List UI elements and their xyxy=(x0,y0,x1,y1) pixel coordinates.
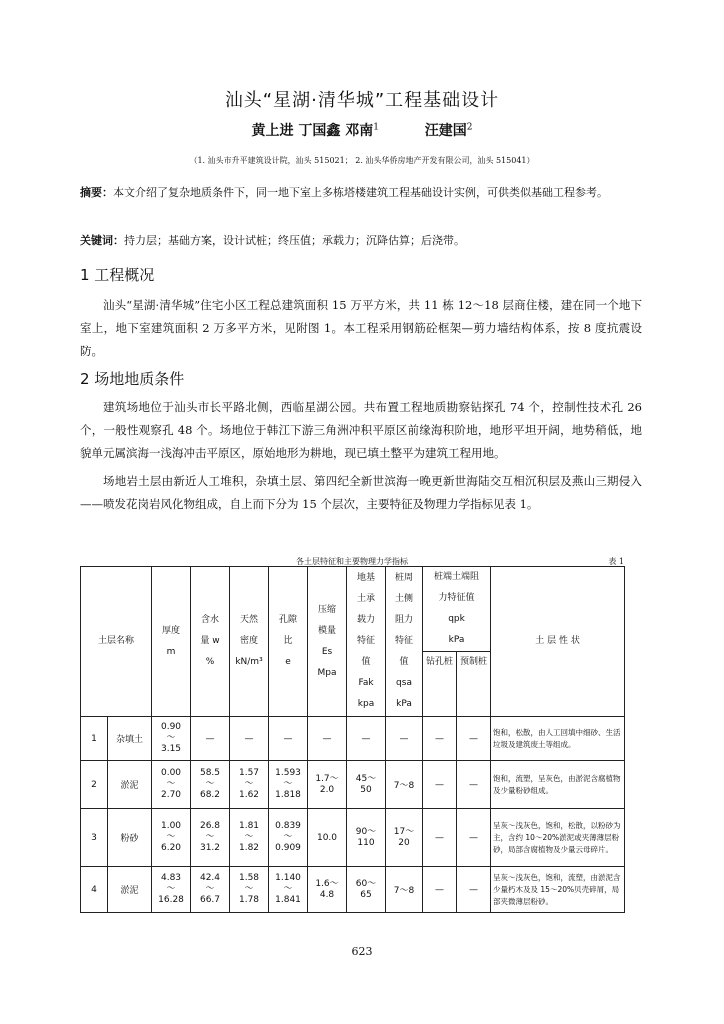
affiliation: （1. 汕头市升平建筑设计院，汕头 515021； 2. 汕头华侨房地产开发有限公司，汕头 515041） xyxy=(189,156,535,165)
row-no: 3 xyxy=(81,809,108,867)
authors-group-2: 汪建国 xyxy=(424,123,467,139)
header-porosity: 孔隙 比 e xyxy=(269,567,308,717)
row-modulus: 1.6～ 4.8 xyxy=(308,867,347,913)
row-porosity: 1.140 ～ 1.841 xyxy=(269,867,308,913)
table-number: 表 1 xyxy=(608,557,624,566)
row-no: 2 xyxy=(81,761,108,809)
header-water-content: 含水 量 w % xyxy=(191,567,230,717)
abstract-label: 摘要： xyxy=(80,186,113,199)
row-precast: — xyxy=(457,809,491,867)
row-bored: — xyxy=(423,761,457,809)
row-thickness: 0.90 ～ 3.15 xyxy=(152,717,191,761)
row-precast: — xyxy=(457,717,491,761)
row-water: 26.8 ～ 31.2 xyxy=(191,809,230,867)
row-density: 1.57 ～ 1.62 xyxy=(230,761,269,809)
table-caption: 各土层特征和主要物理力学指标 xyxy=(296,557,408,566)
row-precast: — xyxy=(457,867,491,913)
header-density: 天然 密度 kN/m³ xyxy=(230,567,269,717)
row-density: 1.81 ～ 1.82 xyxy=(230,809,269,867)
keywords-text: 持力层；基础方案，设计试桩；终压值；承载力；沉降估算；后浇带。 xyxy=(124,234,465,247)
row-thickness: 0.00 ～ 2.70 xyxy=(152,761,191,809)
abstract xyxy=(80,180,640,205)
row-density: 1.58 ～ 1.78 xyxy=(230,867,269,913)
row-qsa: — xyxy=(386,717,423,761)
header-qsa: 桩周 土侧 阻力 特征 值 qsa kPa xyxy=(386,567,423,717)
header-fak: 地基 土承 载力 特征 值 Fak kpa xyxy=(347,567,386,717)
row-water: 42.4 ～ 66.7 xyxy=(191,867,230,913)
row-qsa: 7～8 xyxy=(386,761,423,809)
row-description: 饱和，流塑，呈灰色，由淤泥含腐植物及少量粉砂组成。 xyxy=(491,761,625,809)
page-number: 623 xyxy=(351,945,373,958)
row-description: 饱和，松散，由人工回填中细砂、生活垃圾及建筑废土等组成。 xyxy=(491,717,625,761)
header-bored-pile: 钻孔桩 xyxy=(423,652,457,717)
row-fak: 60～ 65 xyxy=(347,867,386,913)
row-thickness: 1.00 ～ 6.20 xyxy=(152,809,191,867)
abstract-text: 本文介绍了复杂地质条件下，同一地下室上多栋塔楼建筑工程基础设计实例，可供类似基础工程参考。 xyxy=(113,186,608,199)
row-layer-name: 粉砂 xyxy=(108,809,152,867)
row-bored: — xyxy=(423,867,457,913)
affil-marker-2: 2 xyxy=(466,122,473,133)
row-layer-name: 淤泥 xyxy=(108,867,152,913)
row-fak: — xyxy=(347,717,386,761)
table-row xyxy=(81,867,625,913)
row-modulus: 10.0 xyxy=(308,809,347,867)
row-bored: — xyxy=(423,809,457,867)
row-thickness: 4.83 ～ 16.28 xyxy=(152,867,191,913)
section-1-heading: 1 工程概况 xyxy=(80,266,155,284)
row-description: 呈灰～浅灰色，饱和，松散，以粉砂为主，含约 10～20%淤泥或夹薄薄层粉砂，局部含腐植物及少量云母碎片。 xyxy=(491,809,625,867)
row-qsa: 17～ 20 xyxy=(386,809,423,867)
row-density: — xyxy=(230,717,269,761)
row-layer-name: 杂填土 xyxy=(108,717,152,761)
section-2-paragraph-1: 建筑场地位于汕头市长平路北侧，西临星湖公园。共布置工程地质勘察钻探孔 74 个，控制性技术孔 26 个，一般性观察孔 48 个。场地位于韩江下游三角洲冲积平原区前缘海积阶地，地形平坦开阔，地势稍低，地貌单元属滨海一浅海冲击平原区，原始地形为耕地，现已填土整平为建筑工程用地。 xyxy=(80,400,642,460)
section-2-heading: 2 场地地质条件 xyxy=(80,370,185,388)
row-no: 4 xyxy=(81,867,108,913)
header-qpk: 桩端土端阻 力特征值 qpk kPa xyxy=(423,567,491,652)
author-line xyxy=(0,120,724,140)
row-water: — xyxy=(191,717,230,761)
table-row xyxy=(81,761,625,809)
row-water: 58.5 ～ 68.2 xyxy=(191,761,230,809)
row-layer-name: 淤泥 xyxy=(108,761,152,809)
header-description: 土 层 性 状 xyxy=(491,567,625,717)
table-row xyxy=(81,717,625,761)
row-fak: 90～ 110 xyxy=(347,809,386,867)
row-bored: — xyxy=(423,717,457,761)
header-layer-name: 土层名称 xyxy=(81,567,152,717)
row-description: 呈灰～浅灰色，饱和，流塑，由淤泥含少量朽木及及 15～20%贝壳碎屑，局部夹微薄层粉砂。 xyxy=(491,867,625,913)
header-precast-pile: 预制桩 xyxy=(457,652,491,717)
authors-group-1: 黄上进 丁国鑫 邓南 xyxy=(251,123,374,139)
row-qsa: 7～8 xyxy=(386,867,423,913)
keywords xyxy=(80,232,650,248)
header-compression-modulus: 压缩 模量 Es Mpa xyxy=(308,567,347,717)
row-modulus: — xyxy=(308,717,347,761)
section-2-paragraph-2: 场地岩土层由新近人工堆积，杂填土层、第四纪全新世滨海一晚更新世海陆交互相沉积层及燕山三期侵入——喷发花岗岩风化物组成，自上而下分为 15 个层次，主要特征及物理力学指标见表 1。 xyxy=(80,474,642,511)
paper-title: 汕头“星湖·清华城”工程基础设计 xyxy=(224,90,500,111)
keywords-label: 关键词： xyxy=(80,234,124,247)
row-no: 1 xyxy=(81,717,108,761)
soil-properties-table xyxy=(80,566,625,913)
row-modulus: 1.7～ 2.0 xyxy=(308,761,347,809)
row-porosity: 0.839 ～ 0.909 xyxy=(269,809,308,867)
row-porosity: — xyxy=(269,717,308,761)
header-thickness: 厚度 m xyxy=(152,567,191,717)
row-precast: — xyxy=(457,761,491,809)
affil-marker-1: 1 xyxy=(373,122,379,133)
table-row xyxy=(81,809,625,867)
row-fak: 45～ 50 xyxy=(347,761,386,809)
row-porosity: 1.593 ～ 1.818 xyxy=(269,761,308,809)
section-1-paragraph: 汕头“星湖·清华城”住宅小区工程总建筑面积 15 万平方米，共 11 栋 12～18 层商住楼，建在同一个地下室上，地下室建筑面积 2 万多平方米，见附图 1。本工程采用钢筋砼框架—剪力墙结构体系，按 8 度抗震设防。 xyxy=(80,298,642,358)
